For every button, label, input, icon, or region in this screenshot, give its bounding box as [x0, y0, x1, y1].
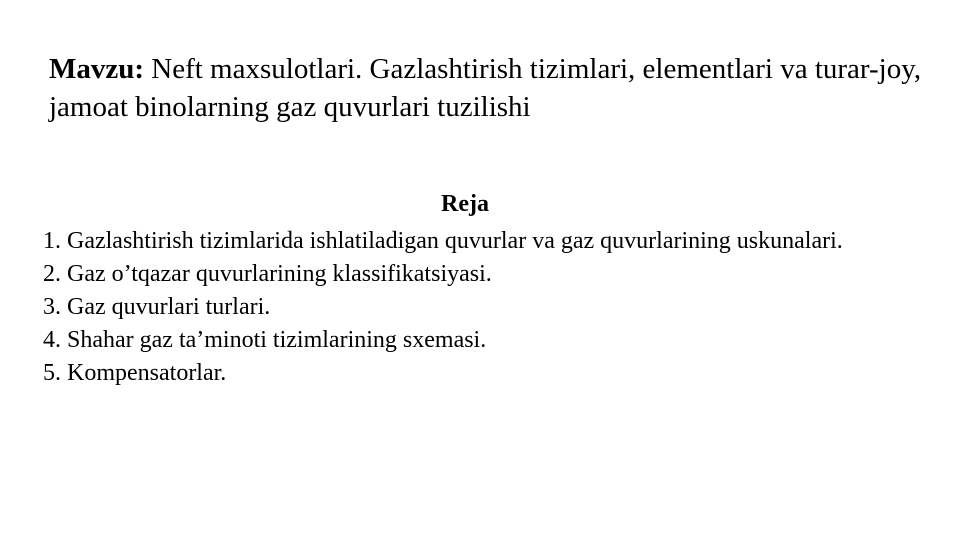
- plan-item: 3. Gaz quvurlari turlari.: [43, 294, 271, 320]
- slide-title: [49, 50, 929, 126]
- plan-heading: Reja: [441, 191, 489, 217]
- title-text: Neft maxsulotlari. Gazlashtirish tizimlari, elementlari va turar-joy, jamoat binolarning gaz quvurlari tuzilishi: [49, 53, 922, 123]
- plan-item: 5. Kompensatorlar.: [43, 360, 227, 386]
- plan-item: 4. Shahar gaz ta’minoti tizimlarining sxemasi.: [43, 327, 487, 353]
- plan-item: 1. Gazlashtirish tizimlarida ishlatiladigan quvurlar va gaz quvurlarining uskunalari.: [43, 228, 843, 254]
- plan-list: [43, 225, 923, 390]
- plan-item: 2. Gaz o’tqazar quvurlarining klassifikatsiyasi.: [43, 261, 492, 287]
- title-label: Mavzu:: [49, 53, 145, 85]
